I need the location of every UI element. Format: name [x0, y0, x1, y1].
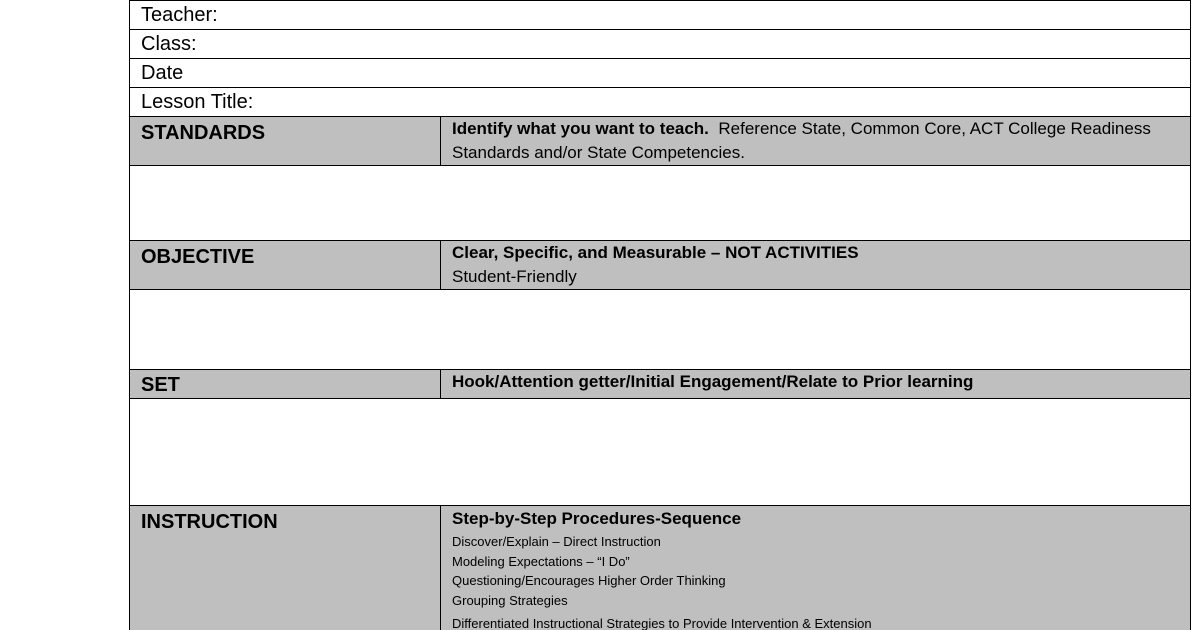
class-field[interactable]: Class:: [130, 29, 1190, 58]
set-description: [441, 370, 1190, 398]
set-label: SET: [130, 370, 441, 398]
instruction-description: [441, 506, 1190, 630]
objective-line-1: Clear, Specific, and Measurable – NOT ACTIVITIES: [452, 243, 859, 262]
standards-entry-area[interactable]: [130, 165, 1190, 240]
objective-line-2: Student-Friendly: [452, 267, 577, 286]
date-field[interactable]: Date: [130, 58, 1190, 87]
set-line-1: Hook/Attention getter/Initial Engagement/Relate to Prior learning: [452, 372, 974, 391]
objective-description: [441, 241, 1190, 289]
standards-bold-text: Identify what you want to teach.: [452, 119, 709, 138]
instruction-item: Differentiated Instructional Strategies to Provide Intervention & Extension: [452, 616, 872, 630]
lesson-title-field[interactable]: Lesson Title:: [130, 87, 1190, 116]
standards-label: STANDARDS: [130, 117, 441, 165]
instruction-header-row: [130, 505, 1190, 630]
teacher-field[interactable]: Teacher:: [130, 0, 1190, 29]
standards-header-row: [130, 116, 1190, 165]
instruction-heading: Step-by-Step Procedures-Sequence: [452, 509, 742, 528]
instruction-item: Discover/Explain – Direct Instruction: [452, 534, 661, 549]
set-entry-area[interactable]: [130, 398, 1190, 505]
instruction-item: Questioning/Encourages Higher Order Thinking: [452, 573, 726, 588]
lesson-plan-table: [129, 0, 1191, 630]
instruction-item: Modeling Expectations – “I Do”: [452, 553, 630, 569]
objective-label: OBJECTIVE: [130, 241, 441, 289]
objective-header-row: [130, 240, 1190, 289]
standards-description: [441, 117, 1190, 165]
instruction-label: INSTRUCTION: [130, 506, 441, 630]
instruction-item: Grouping Strategies: [452, 592, 568, 608]
objective-entry-area[interactable]: [130, 289, 1190, 369]
standards-text: Reference State, Common Core, ACT College Readiness Standards and/or State Competencies.: [452, 119, 1151, 162]
set-header-row: [130, 369, 1190, 398]
